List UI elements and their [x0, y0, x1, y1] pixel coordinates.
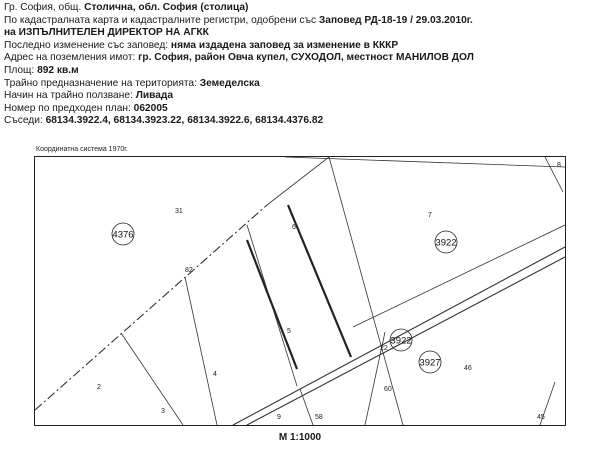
area-line: Площ: 892 кв.м: [4, 64, 79, 76]
neighbours-line: Съседи: 68134.3922.4, 68134.3923.22, 68134.3922.6, 68134.4376.82: [4, 115, 324, 127]
parcel-label: 58: [315, 414, 323, 421]
parcel-label: 5: [287, 328, 291, 335]
parcel-label: 6: [292, 224, 296, 231]
parcel-label: 3: [161, 408, 165, 415]
parcel-boundary: [185, 277, 217, 425]
sheet-marker-1: [112, 223, 134, 245]
parcel-boundary: [353, 225, 565, 327]
parcel-label: 8: [557, 162, 561, 169]
map-scale: М 1:1000: [278, 432, 322, 443]
svg-text:3927: 3927: [419, 357, 441, 369]
cadastral-map: [34, 156, 566, 426]
usage-line: Начин на трайно ползване: Ливада: [4, 90, 174, 102]
parcel-label: 31: [175, 208, 183, 215]
sheet-marker-2: [435, 231, 457, 253]
location-line: Гр. София, общ. Столична, обл. София (столица): [4, 2, 249, 13]
parcel-boundary: [121, 333, 183, 425]
coordinate-system-label: Координатна система 1970г.: [36, 146, 128, 153]
svg-text:3922: 3922: [435, 237, 457, 249]
parcel-label: 22: [380, 345, 388, 352]
authority-line: на ИЗПЪЛНИТЕЛЕН ДИРЕКТОР НА АГКК: [4, 27, 209, 39]
parcel-boundary: [285, 157, 565, 167]
boundary-dashdot-line: [35, 205, 267, 410]
parcel-label: 82: [185, 267, 193, 274]
map-drawing: [35, 157, 565, 425]
previous-plan-line: Номер по предходен план: 062005: [4, 102, 168, 114]
parcel-label: 45: [537, 414, 545, 421]
parcel-boundary: [300, 389, 313, 425]
parcel-label: 60: [384, 386, 392, 393]
svg-text:4376: 4376: [112, 229, 134, 241]
parcel-boundary: [329, 157, 403, 425]
order-line: По кадастралната карта и кадастралните регистри, одобрени със Заповед РД-18-19 / 29.03.2010г.: [4, 14, 473, 26]
sheet-marker-3: [390, 329, 412, 351]
last-change-line: Последно изменение със заповед: няма издадена заповед за изменение в КККР: [4, 39, 399, 51]
parcel-label: 7: [428, 212, 432, 219]
parcel-label: 9: [277, 414, 281, 421]
parcel-label: 46: [464, 365, 472, 372]
parcel-boundary: [267, 157, 329, 205]
parcel-label: 2: [97, 384, 101, 391]
svg-text:3922: 3922: [390, 335, 412, 347]
subject-parcel-boundary: [288, 205, 351, 357]
parcel-label: 4: [213, 371, 217, 378]
subject-parcel-boundary: [247, 240, 297, 369]
sheet-marker-4: [419, 351, 441, 373]
purpose-line: Трайно предназначение на територията: Земеделска: [4, 77, 260, 89]
document-header: [4, 2, 596, 128]
address-line: Адрес на поземления имот: гр. София, район Овча купел, СУХОДОЛ, местност МАНИЛОВ ДОЛ: [4, 52, 474, 64]
